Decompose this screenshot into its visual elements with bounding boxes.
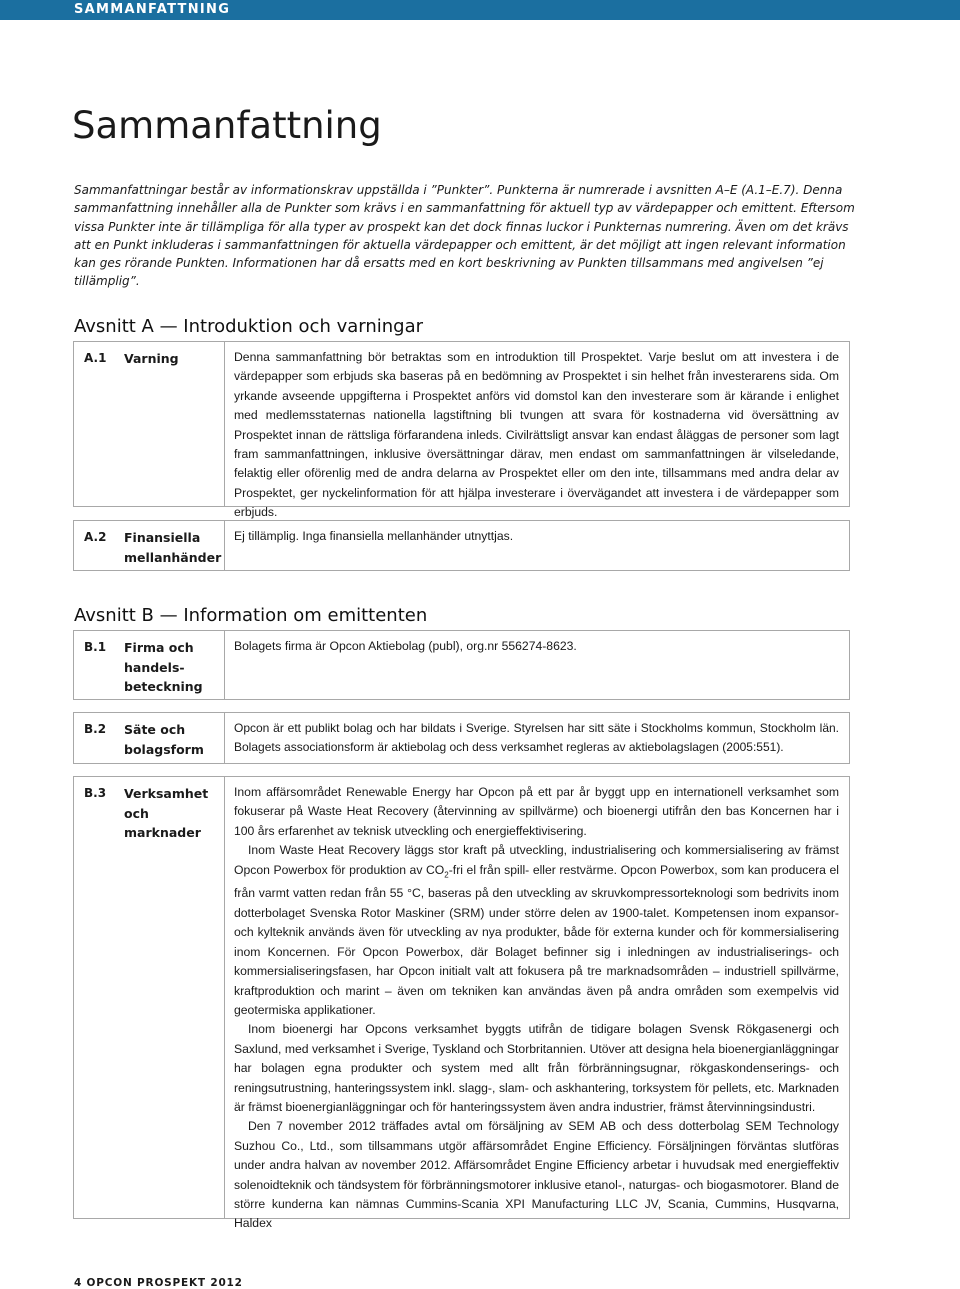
item-code: B.1: [84, 640, 107, 654]
subscript: 2: [444, 870, 449, 880]
paragraph: Den 7 november 2012 träffades avtal om försäljning av SEM AB och dess dotterbolag SEM Technology Suzhou Co., Ltd., som tillsammans utgör affärsområdet Engine Efficiency. Försäljningen förväntas slutföras under andra halvan av november 2012. Affärsområdet Engine Efficiency arbetar i huvudsak med energieffektiv solenoidteknik och tändsystem för förbränningsmotorer inklusive etanol-, naturgas- och biogasmotorer. Bland de större kunderna kan nämnas Cummins-Scania XPI Manufacturing LLC JV, Scania, Cummins, Husqvarna, Haldex: [234, 1119, 839, 1231]
paragraph: Inom affärsområdet Renewable Energy har Opcon på ett par år byggt upp en internationell verksamhet som fokuserar på Waste Heat Recovery (återvinning av spillvärme) och bioenergi utifrån den bas Koncernen har i 100 års erfarenhet av teknisk utveckling och energieffektivisering.: [234, 785, 839, 838]
item-content: [225, 342, 849, 520]
item-text: Denna sammanfattning bör betraktas som en introduktion till Prospektet. Varje beslut om att investera i de värdepapper som erbjuds ska baseras på en bedömning av Prospektet i sin helhet från investerarens sida. Om yrkande avseende uppgifterna i Prospektet anförs vid domstol kan den investerare som är kärande i enlighet med medlemsstaternas nationella lagstiftning bli tvungen att svara för kostnaderna vid översättning av Prospektet innan de rättsliga förfarandena inleds. Civilrättsligt ansvar kan endast åläggas de personer som lagt fram sammanfattningen, inklusive översättningar därav, men endast om sammanfattningen är vilseledande, felaktig eller oförenlig med de andra delarna av Prospektet eller om den inte, tillsammans med andra delar av Prospektet, ger nyckelinformation för att hjälpa investerare i övervägandet att investera i de värdepapper som erbjuds.: [234, 350, 839, 520]
page-footer: 4 OPCON PROSPEKT 2012: [74, 1277, 243, 1289]
item-content: [225, 631, 849, 699]
item-label: Finansiella mellanhänder: [114, 521, 225, 570]
paragraph-part: Inom Waste Heat Recovery läggs stor kraft på utveckling, industrialisering och kommersialisering av främst Opcon Powerbox för produktion av CO: [234, 843, 839, 877]
item-content: [225, 521, 849, 570]
item-text: Opcon är ett publikt bolag och har bildats i Sverige. Styrelsen har sitt säte i Stockholms kommun, Stockholm län. Bolagets associationsform är aktiebolag och dess verksamhet regleras av aktiebolagslagen (2005:551).: [234, 721, 839, 755]
page-title: Sammanfattning: [72, 104, 382, 147]
item-code: A.2: [84, 530, 107, 544]
item-content: [225, 713, 849, 763]
item-a1: [73, 341, 850, 520]
section-b-heading: Avsnitt B — Information om emittenten: [74, 605, 428, 626]
item-text: Ej tillämplig. Inga finansiella mellanhänder utnyttjas.: [234, 529, 514, 543]
item-code: B.3: [84, 786, 107, 800]
item-label: Firma och handelsbeteckning: [114, 631, 225, 699]
item-b1: [73, 630, 850, 700]
section-a-heading: Avsnitt A — Introduktion och varningar: [74, 316, 424, 337]
item-b2: [73, 712, 850, 764]
section-header-bar: SAMMANFATTNING: [0, 0, 960, 20]
paragraph-part: -fri el från spill- eller restvärme. Opcon Powerbox, som kan producera el från varmt vatten redan från 55 °C, baseras på den utveckling av skruvkompressorteknologi som bedrivits inom dotterbolaget Svenska Rotor Maskiner (SRM) under större delen av 1900-talet. Kompetensen inom expansor- och kylteknik används även för utveckling av nya produkter, både för externa kunder och för kommersialisering inom Koncernen. För Opcon Powerbox, där Bolaget befinner sig i inledningen av industrialiserings- och kommersialiseringsfasen, har Opcon initialt valt att fokusera på tre marknadsområden – industriell spillvärme, kraftproduktion och marint – även om tekniken kan användas även på andra områden som exempelvis vid geotermiska applikationer.: [234, 862, 839, 1017]
item-a2: [73, 520, 850, 571]
item-content: [225, 777, 849, 1231]
item-label: Verksamhet och marknader: [114, 777, 225, 1218]
item-label: Säte och bolagsform: [114, 713, 225, 763]
intro-text: Sammanfattningar består av informationskrav uppställda i ”Punkter”. Punkterna är numrerade i avsnitten A–E (A.1–E.7). Denna sammanfattning innehåller alla de Punkter som krävs i en sammanfattning för aktuell typ av värdepapper och emittent. Eftersom vissa Punkter inte är tillämpliga för alla typer av prospekt kan det dock finnas luckor i Punkternas numrering. Även om det krävs att en Punkt inkluderas i sammanfattningen för aktuella värdepapper och emittent, är det möjligt att ingen relevant information kan ges rörande Punkten. Informationen har då ersatts med en kort beskrivning av Punkten tillsammans med angivelsen ”ej tillämplig”.: [74, 183, 855, 289]
item-b3: [73, 776, 850, 1231]
paragraph: Inom bioenergi har Opcons verksamhet byggts utifrån de tidigare bolagen Svensk Rökgasenergi och Saxlund, med verksamhet i Sverige, Tyskland och Storbritannien. Utöver att designa hela bioenergianläggningar har bolagen egna produkter och system med allt från förbränningsugnar, rökgaskondenserings- och reningsutrustning, hanteringssystem inkl. slagg-, slam- och askhantering, torksystem för pellets, etc. Marknaden är främst bioenergianläggningar och för hanteringssystem även andra industrier, främst återvinningsindustri.: [234, 1022, 839, 1114]
item-label: Varning: [114, 342, 225, 506]
item-code: B.2: [84, 722, 107, 736]
paragraph: [234, 841, 839, 1020]
item-text: Bolagets firma är Opcon Aktiebolag (publ), org.nr 556274-8623.: [234, 639, 577, 653]
item-code: A.1: [84, 351, 107, 365]
